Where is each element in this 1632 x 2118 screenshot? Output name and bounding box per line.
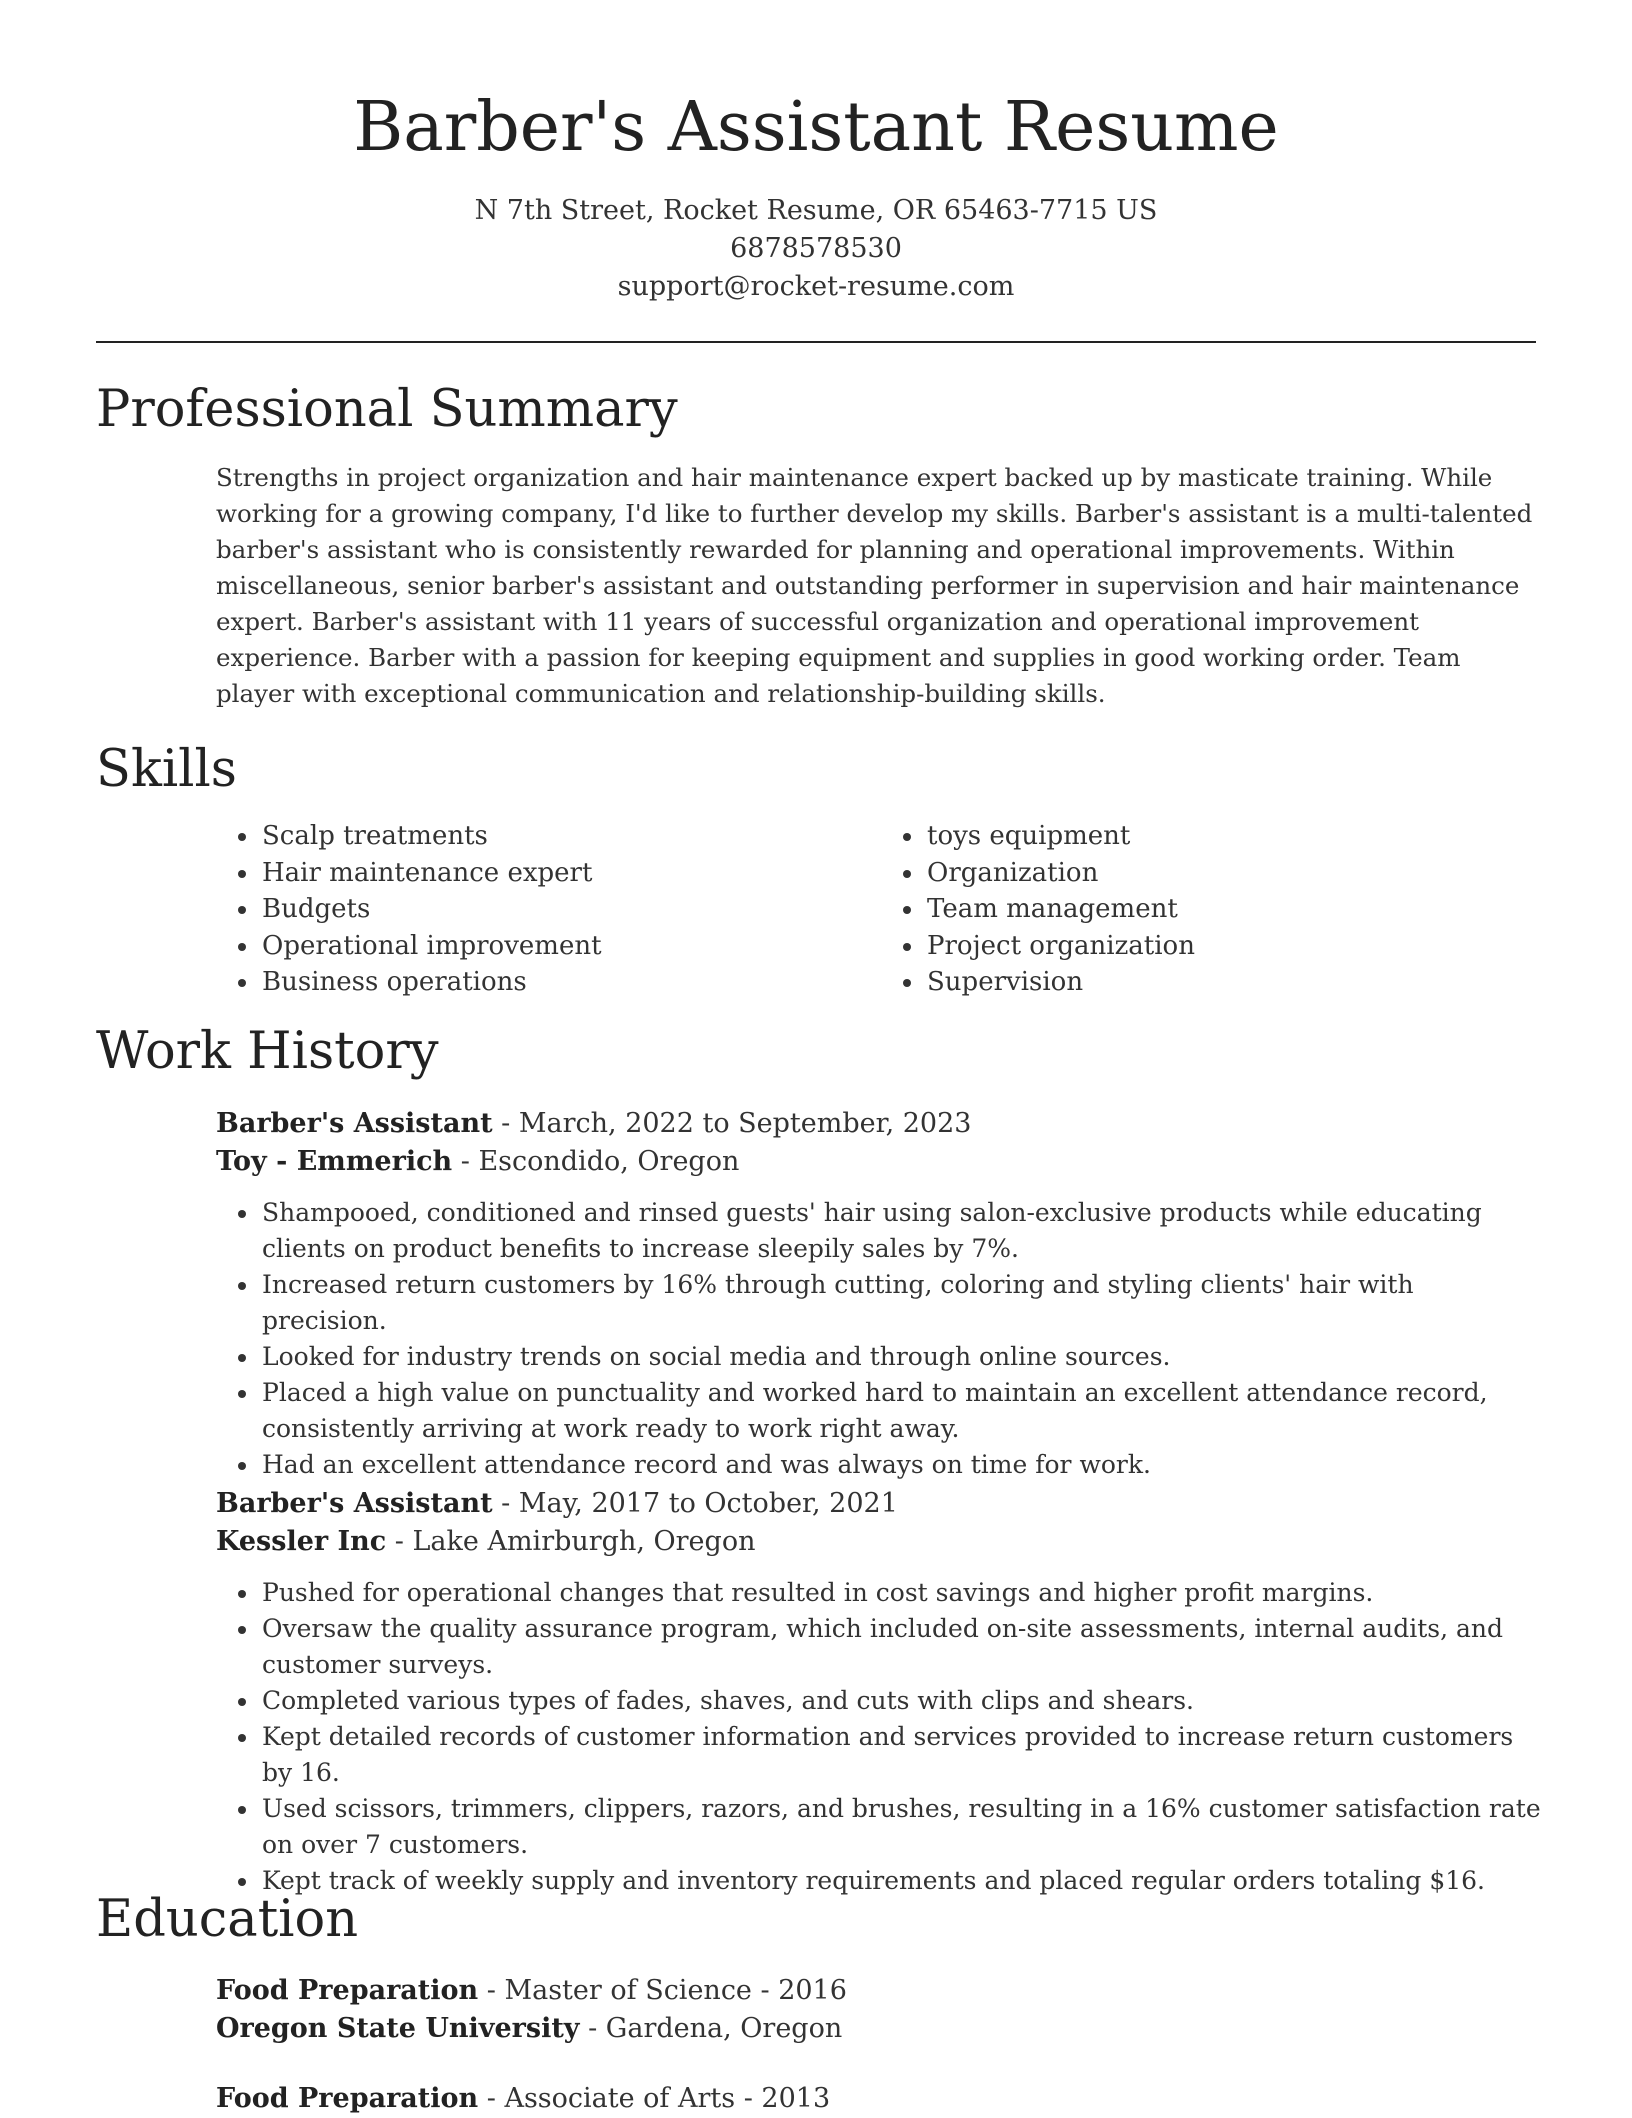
job-dates: - March, 2022 to September, 2023 <box>492 1108 972 1139</box>
skills-column-left <box>216 818 881 1001</box>
job-title-line <box>216 1105 1546 1143</box>
skill-item: • toys equipment <box>925 818 1546 855</box>
job-bullets <box>216 1575 1546 1899</box>
job-bullet: • Oversaw the quality assurance program, which included on-site assessments, internal audits, and customer surveys. <box>260 1611 1546 1683</box>
skills-column-right <box>881 818 1546 1001</box>
education-degree: - Associate of Arts - 2013 <box>478 2083 831 2114</box>
job-bullet: • Had an excellent attendance record and was always on time for work. <box>260 1447 1546 1483</box>
summary-heading: Professional Summary <box>96 380 678 439</box>
skill-item: • Supervision <box>925 964 1546 1001</box>
job-bullet: • Kept track of weekly supply and inventory requirements and placed regular orders totaling $16. <box>260 1863 1546 1899</box>
job-company-line <box>216 1523 1546 1561</box>
job-location: - Lake Amirburgh, Oregon <box>386 1526 756 1557</box>
job-company: Toy - Emmerich <box>216 1146 453 1177</box>
skill-item: • Business operations <box>260 964 881 1001</box>
skill-item: • Project organization <box>925 928 1546 965</box>
resume-title: Barber's Assistant Resume <box>353 88 1279 167</box>
job-bullet: • Placed a high value on punctuality and worked hard to maintain an excellent attendance record, consistently arriving at work ready to work right away. <box>260 1375 1546 1447</box>
work-history-heading: Work History <box>96 1022 439 1081</box>
job-bullet: • Looked for industry trends on social media and through online sources. <box>260 1339 1546 1375</box>
address-text: N 7th Street, Rocket Resume, OR 65463-7715 US <box>474 195 1158 226</box>
job-bullet: • Increased return customers by 16% through cutting, coloring and styling clients' hair with precision. <box>260 1267 1546 1339</box>
job-entry <box>216 1105 1546 1483</box>
skills-list <box>216 818 1546 1001</box>
education-degree-line <box>216 2080 1546 2118</box>
job-bullet: • Used scissors, trimmers, clippers, razors, and brushes, resulting in a 16% customer satisfaction rate on over 7 customers. <box>260 1791 1546 1863</box>
job-dates: - May, 2017 to October, 2021 <box>492 1488 898 1519</box>
education-heading: Education <box>96 1890 359 1949</box>
education-degree: - Master of Science - 2016 <box>478 1975 847 2006</box>
job-company: Kessler Inc <box>216 1526 387 1557</box>
summary-text: Strengths in project organization and hair maintenance expert backed up by masticate training. While working for a growing company, I'd like to further develop my skills. Barber's assistant is a multi-talented barber's assistant who is consistently rewarded for planning and operational improvements. Within miscellaneous, senior barber's assistant and outstanding performer in supervision and hair maintenance expert. Barber's assistant with 11 years of successful organization and operational improvement experience. Barber with a passion for keeping equipment and supplies in good working order. Team player with exceptional communication and relationship-building skills. <box>216 463 1533 708</box>
job-bullets <box>216 1195 1546 1483</box>
education-degree-line <box>216 1972 1546 2010</box>
email-link[interactable]: support@rocket-resume.com <box>617 271 1015 302</box>
job-location: - Escondido, Oregon <box>452 1146 740 1177</box>
job-bullet: • Pushed for operational changes that resulted in cost savings and higher profit margins. <box>260 1575 1546 1611</box>
job-company-line <box>216 1143 1546 1181</box>
job-title-line <box>216 1485 1546 1523</box>
job-bullet: • Completed various types of fades, shaves, and cuts with clips and shears. <box>260 1683 1546 1719</box>
skill-item: • Team management <box>925 891 1546 928</box>
resume-header <box>0 0 1632 306</box>
education-location: - Gardena, Oregon <box>579 2013 843 2044</box>
skills-heading: Skills <box>96 740 237 799</box>
header-divider <box>96 341 1536 343</box>
job-role: Barber's Assistant <box>216 1488 493 1519</box>
phone-text: 6878578530 <box>730 233 902 264</box>
skill-item: • Scalp treatments <box>260 818 881 855</box>
skill-item: • Hair maintenance expert <box>260 855 881 892</box>
education-field: Food Preparation <box>216 2083 479 2114</box>
skill-item: • Organization <box>925 855 1546 892</box>
education-school-line <box>216 2010 1546 2048</box>
job-entry <box>216 1485 1546 1899</box>
education-field: Food Preparation <box>216 1975 479 2006</box>
job-bullet: • Kept detailed records of customer information and services provided to increase return customers by 16. <box>260 1719 1546 1791</box>
education-school: Oregon State University <box>216 2013 580 2044</box>
education-entry <box>216 2080 1546 2118</box>
job-bullet: • Shampooed, conditioned and rinsed guests' hair using salon-exclusive products while educating clients on product benefits to increase sleepily sales by 7%. <box>260 1195 1546 1267</box>
contact-block <box>0 192 1632 306</box>
skill-item: • Operational improvement <box>260 928 881 965</box>
education-entry <box>216 1972 1546 2048</box>
job-role: Barber's Assistant <box>216 1108 493 1139</box>
skill-item: • Budgets <box>260 891 881 928</box>
